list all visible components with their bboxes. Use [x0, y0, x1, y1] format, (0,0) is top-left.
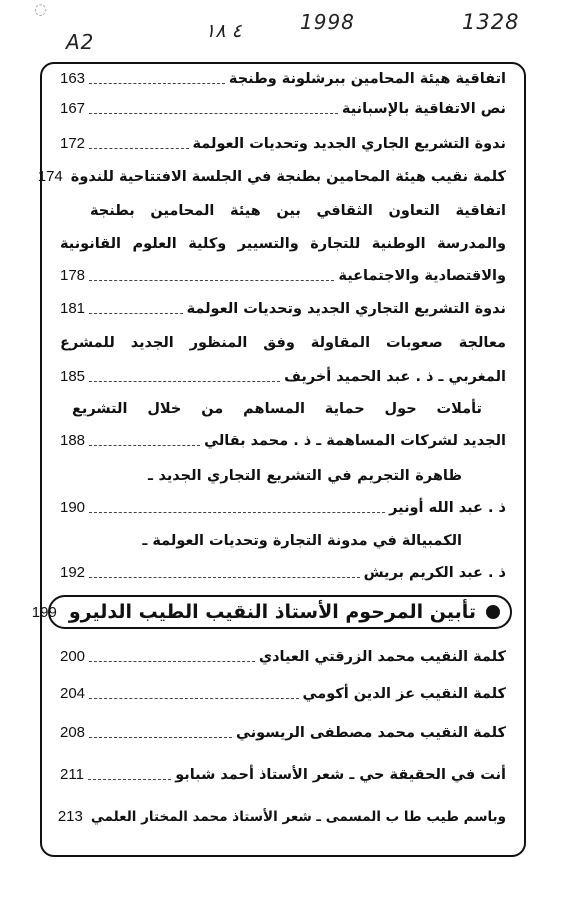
toc-page-number: 167: [60, 100, 86, 117]
toc-entry-title: ندوة التشريع الجاري الجديد وتحديات العولمة: [192, 136, 506, 152]
toc-page-number: 190: [60, 499, 86, 516]
toc-page-number: 163: [60, 70, 86, 87]
toc-entry-title: كلمة نقيب هيئة المحامين بطنجة في الجلسة الافتتاحية للندوة: [70, 169, 506, 185]
toc-entry: [60, 68, 506, 90]
leader-dots: [89, 380, 280, 382]
toc-entry-title: الجديد لشركات المساهمة ـ ذ . محمد بقالي: [204, 433, 506, 449]
toc-entry: [60, 646, 506, 668]
toc-page-number: 185: [60, 368, 86, 385]
toc-entry: [60, 497, 506, 519]
toc-page-number: 192: [60, 564, 86, 581]
toc-page-number: 200: [60, 648, 86, 665]
toc-entry-title: كلمة النقيب محمد الزرقتي العيادي: [258, 649, 506, 665]
toc-entry-line: تأملات حول حماية المساهم من خلال التشريع: [72, 401, 482, 417]
toc-page-number: 208: [60, 724, 86, 741]
toc-entry: [60, 430, 506, 452]
page-corner-mark: ◌: [34, 0, 48, 18]
toc-page-number: 213: [57, 808, 83, 825]
toc-entry-title: وباسم طيب طا ب المسمى ـ شعر الأستاذ محمد المختار العلمي: [90, 809, 506, 825]
section-heading: [31, 595, 512, 629]
leader-dots: [89, 147, 188, 149]
toc-page-number: 181: [60, 300, 86, 317]
toc-entry-line: معالجة صعوبات المقاولة وفق المنظور الجديد للمشرع: [60, 335, 506, 351]
toc-entry-title: المغربي ـ ذ . عبد الحميد أخريف: [284, 369, 506, 385]
toc-page-number: 178: [60, 267, 86, 284]
leader-dots: [89, 576, 360, 578]
bullet-icon: [486, 605, 500, 619]
toc-entry: [60, 562, 506, 584]
toc-entry-title: نص الاتفاقية بالإسبانية: [341, 101, 506, 117]
toc-page-number: 188: [60, 432, 86, 449]
toc-entry-line: اتفاقية التعاون الثقافي بين هيئة المحامين بطنجة: [90, 203, 506, 219]
toc-entry-title: اتفاقية هيئة المحامين ببرشلونة وطنجة: [228, 71, 506, 87]
handwritten-number: ٤ ١٨: [205, 20, 242, 42]
leader-dots: [89, 279, 334, 281]
toc-page-number: 174: [37, 168, 63, 185]
toc-entry-title: أنت في الحقيقة حي ـ شعر الأستاذ أحمد شبابو: [175, 767, 506, 783]
leader-dots: [89, 697, 299, 699]
handwritten-year: 1998: [300, 10, 355, 34]
toc-entry-title: كلمة النقيب عز الدين أكومي: [302, 686, 506, 702]
leader-dots: [89, 112, 338, 114]
toc-entry: [60, 298, 506, 320]
toc-entry: [60, 683, 506, 705]
toc-entry: [57, 806, 506, 828]
toc-entry-title: والاقتصادية والاجتماعية: [338, 268, 506, 284]
leader-dots: [89, 444, 200, 446]
toc-entry: [60, 366, 506, 388]
toc-entry: [60, 133, 506, 155]
leader-dots: [89, 511, 385, 513]
toc-entry-line: والمدرسة الوطنية للتجارة والتسيير وكلية العلوم القانونية: [60, 236, 506, 252]
toc-page-number: 211: [60, 766, 84, 783]
toc-page-number: 204: [60, 685, 86, 702]
toc-entry: [37, 166, 506, 188]
toc-page-number: 199: [31, 603, 57, 621]
leader-dots: [89, 736, 232, 738]
leader-dots: [88, 778, 171, 780]
toc-entry: [60, 265, 506, 287]
leader-dots: [89, 660, 255, 662]
handwritten-code: A2: [66, 30, 95, 54]
toc-entry-title: ندوة التشريع التجاري الجديد وتحديات العولمة: [186, 301, 506, 317]
toc-entry-line: ظاهرة التجريم في التشريع التجاري الجديد ـ: [148, 468, 462, 484]
toc-entry: [60, 98, 506, 120]
leader-dots: [89, 312, 183, 314]
toc-entry-title: ذ . عبد الله أونير: [389, 500, 506, 516]
toc-entry: [60, 764, 506, 786]
toc-entry: [60, 722, 506, 744]
handwritten-serial: 1328: [462, 10, 520, 34]
toc-page-number: 172: [60, 135, 86, 152]
toc-entry-title: كلمة النقيب محمد مصطفى الريسوني: [236, 725, 506, 741]
toc-entry-line: الكمبيالة في مدونة التجارة وتحديات العولمة ـ: [142, 533, 462, 549]
section-heading-title: تأبين المرحوم الأستاذ النقيب الطيب الدليرو: [68, 601, 476, 623]
toc-entry-title: ذ . عبد الكريم بريش: [363, 565, 506, 581]
leader-dots: [89, 82, 225, 84]
